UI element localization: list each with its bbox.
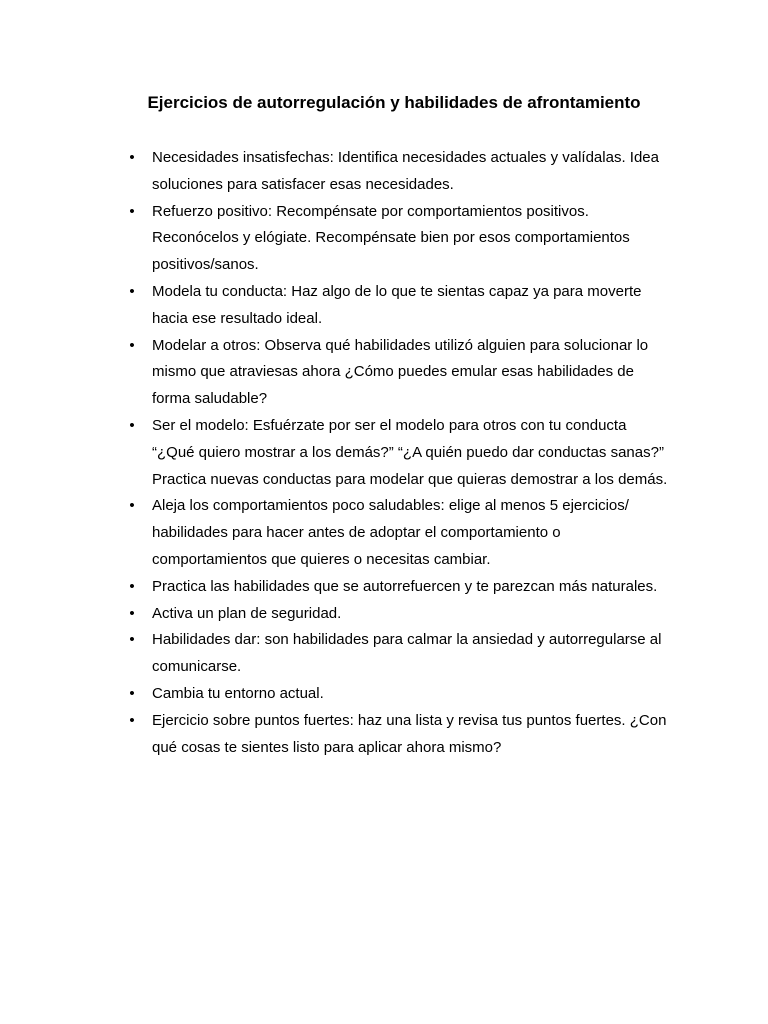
bullet-icon: • <box>129 149 135 166</box>
list-item-text: Practica las habilidades que se autorrefuercen y te parezcan más naturales. <box>152 577 658 595</box>
list-item <box>0 145 672 199</box>
list-item-text: Refuerzo positivo: Recompénsate por comportamientos positivos. Reconócelos y elógiate. Recompénsate bien por esos comportamientos positivos/sanos. <box>152 202 630 274</box>
list-item <box>0 601 672 628</box>
bullet-icon: • <box>129 336 135 354</box>
list-item <box>0 574 672 601</box>
list-item <box>0 627 672 681</box>
bullet-icon: • <box>129 604 135 622</box>
list-item-text: Ejercicio sobre puntos fuertes: haz una lista y revisa tus puntos fuertes. ¿Con qué cosas te sientes listo para aplicar ahora mismo? <box>152 711 667 756</box>
list-item-text: Aleja los comportamientos poco saludables: elige al menos 5 ejercicios/ habilidades para hacer antes de adoptar el comportamiento o comportamientos que quieres o necesitas cambiar. <box>152 497 629 568</box>
bullet-icon: • <box>129 684 135 702</box>
list-item-text: Activa un plan de seguridad. <box>152 604 342 622</box>
list-item <box>0 413 672 493</box>
list-item-text: Habilidades dar: son habilidades para calmar la ansiedad y autorregularse al comunicarse. <box>152 631 662 676</box>
list-item <box>0 279 672 333</box>
page-title: Ejercicios de autorregulación y habilidades de afrontamiento <box>147 93 641 112</box>
list-item <box>0 493 672 573</box>
list-item-text: Ser el modelo: Esfuérzate por ser el modelo para otros con tu conducta “¿Qué quiero mostrar a los demás?” “¿A quién puedo dar conductas sanas?” Practica nuevas conductas para modelar que quieras demostrar a los demás. <box>152 416 668 488</box>
list-item-text: Necesidades insatisfechas: Identifica necesidades actuales y valídalas. Idea soluciones para satisfacer esas necesidades. <box>152 149 659 193</box>
list-item-text: Modela tu conducta: Haz algo de lo que te sientas capaz ya para moverte hacia ese resultado ideal. <box>152 282 642 327</box>
list-item <box>0 681 672 708</box>
bullet-icon: • <box>129 631 135 649</box>
bullet-icon: • <box>129 711 135 729</box>
bullet-icon: • <box>129 497 135 515</box>
bullet-icon: • <box>129 577 135 595</box>
bullet-icon: • <box>129 282 135 300</box>
list-item-text: Cambia tu entorno actual. <box>152 684 324 702</box>
list-item <box>0 708 672 762</box>
bullet-list <box>0 145 768 761</box>
list-item <box>0 199 672 279</box>
bullet-icon: • <box>129 202 135 220</box>
list-item <box>0 333 672 413</box>
bullet-icon: • <box>129 416 135 434</box>
list-item-text: Modelar a otros: Observa qué habilidades utilizó alguien para solucionar lo mismo que atraviesas ahora ¿Cómo puedes emular esas habilidades de forma saludable? <box>152 336 649 408</box>
